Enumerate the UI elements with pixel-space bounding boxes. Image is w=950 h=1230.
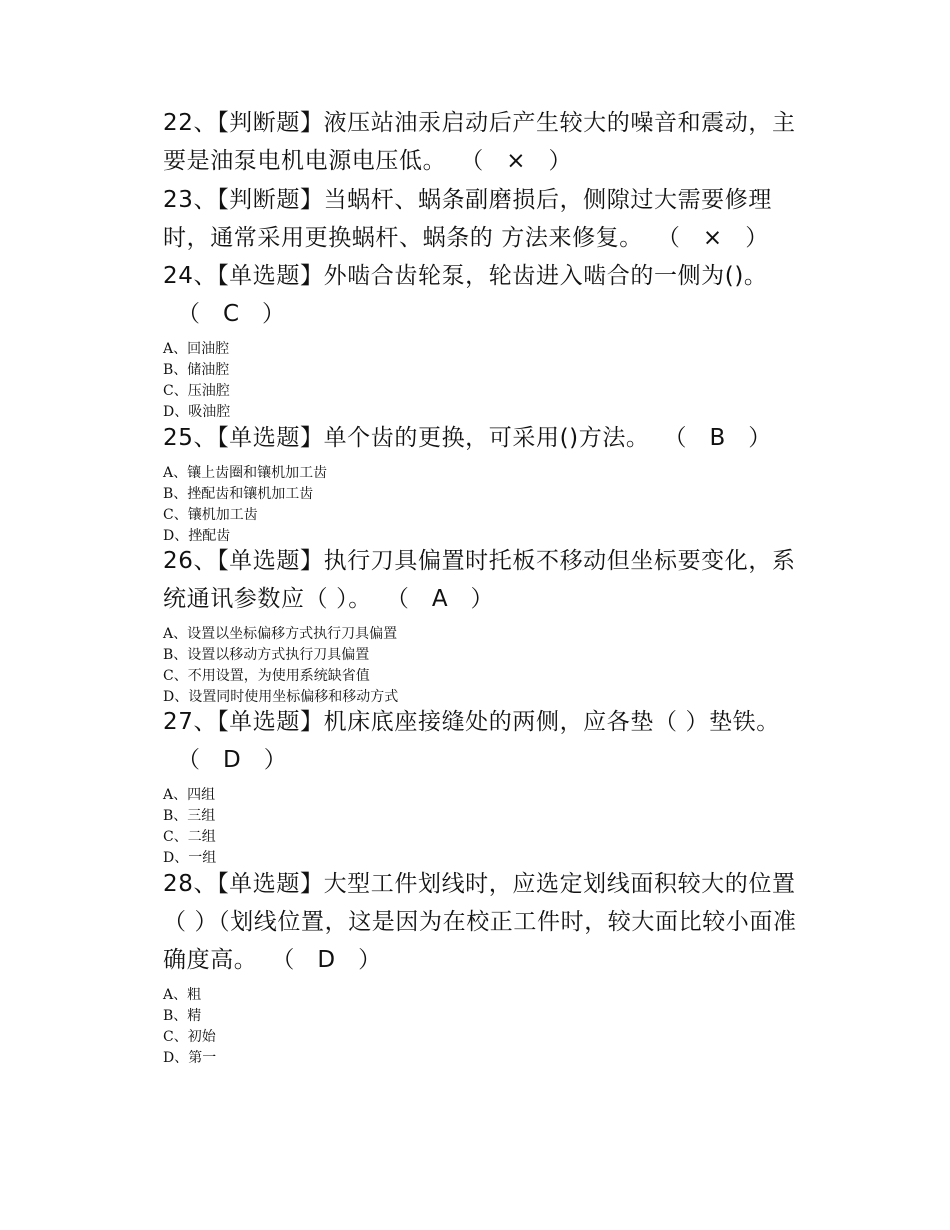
option-b: B、设置以移动方式执行刀具偏置 (163, 647, 370, 663)
question-answer: （ D ） (177, 747, 287, 773)
option-d: D、挫配齿 (163, 528, 231, 544)
option-a: A、镶上齿圈和镶机加工齿 (163, 465, 328, 481)
question-stem: 28、【单选题】大型工件划线时，应选定划线面积较大的位置（ ）（划线位置，这是因为在校正工件时，较大面比较小面准确度高。 (163, 871, 797, 973)
question-23 (163, 181, 803, 257)
option-list (163, 785, 803, 869)
question-text (163, 181, 803, 257)
option-d: D、一组 (163, 850, 217, 866)
question-text (163, 703, 803, 779)
question-22 (163, 104, 803, 180)
question-answer: （ × ） (460, 148, 572, 174)
question-text (163, 542, 803, 618)
option-c: C、不用设置，为使用系统缺省值 (163, 668, 370, 684)
question-stem: 27、【单选题】机床底座接缝处的两侧，应各垫（ ）垫铁。 (163, 709, 780, 735)
option-a: A、粗 (163, 987, 202, 1003)
option-b: B、三组 (163, 808, 216, 824)
option-list (163, 339, 803, 423)
question-text (163, 419, 803, 457)
option-d: D、第一 (163, 1050, 217, 1066)
question-stem: 25、【单选题】单个齿的更换，可采用()方法。 (163, 425, 650, 451)
question-28 (163, 865, 803, 1069)
question-text (163, 257, 803, 333)
question-answer: （ B ） (663, 425, 772, 451)
question-answer: （ C ） (177, 301, 286, 327)
question-stem: 26、【单选题】执行刀具偏置时托板不移动但坐标要变化，系统通讯参数应（ ）。 (163, 548, 796, 612)
option-list (163, 463, 803, 547)
question-text (163, 865, 803, 979)
option-b: B、精 (163, 1008, 202, 1024)
question-text (163, 104, 803, 180)
option-c: C、初始 (163, 1029, 216, 1045)
question-answer: （ × ） (656, 225, 769, 251)
option-a: A、回油腔 (163, 341, 230, 357)
option-list (163, 985, 803, 1069)
option-d: D、设置同时使用坐标偏移和移动方式 (163, 689, 399, 705)
option-list (163, 624, 803, 708)
question-24 (163, 257, 803, 423)
option-a: A、四组 (163, 787, 216, 803)
option-c: C、二组 (163, 829, 216, 845)
question-26 (163, 542, 803, 708)
option-b: B、储油腔 (163, 362, 230, 378)
question-answer: （ D ） (271, 947, 382, 973)
option-c: C、压油腔 (163, 383, 230, 399)
option-c: C、镶机加工齿 (163, 507, 258, 523)
question-stem: 22、【判断题】液压站油汞启动后产生较大的噪音和震动，主要是油泵电机电源电压低。 (163, 110, 796, 174)
option-b: B、挫配齿和镶机加工齿 (163, 486, 314, 502)
question-stem: 24、【单选题】外啮合齿轮泵，轮齿进入啮合的一侧为()。 (163, 263, 768, 289)
question-stem: 23、【判断题】当蜗杆、蜗条副磨损后，侧隙过大需要修理时，通常采用更换蜗杆、蜗条的 方法来修复。 (163, 187, 772, 251)
question-27 (163, 703, 803, 869)
question-answer: （ A ） (385, 586, 494, 612)
question-25 (163, 419, 803, 547)
option-a: A、设置以坐标偏移方式执行刀具偏置 (163, 626, 398, 642)
option-d: D、吸油腔 (163, 404, 231, 420)
